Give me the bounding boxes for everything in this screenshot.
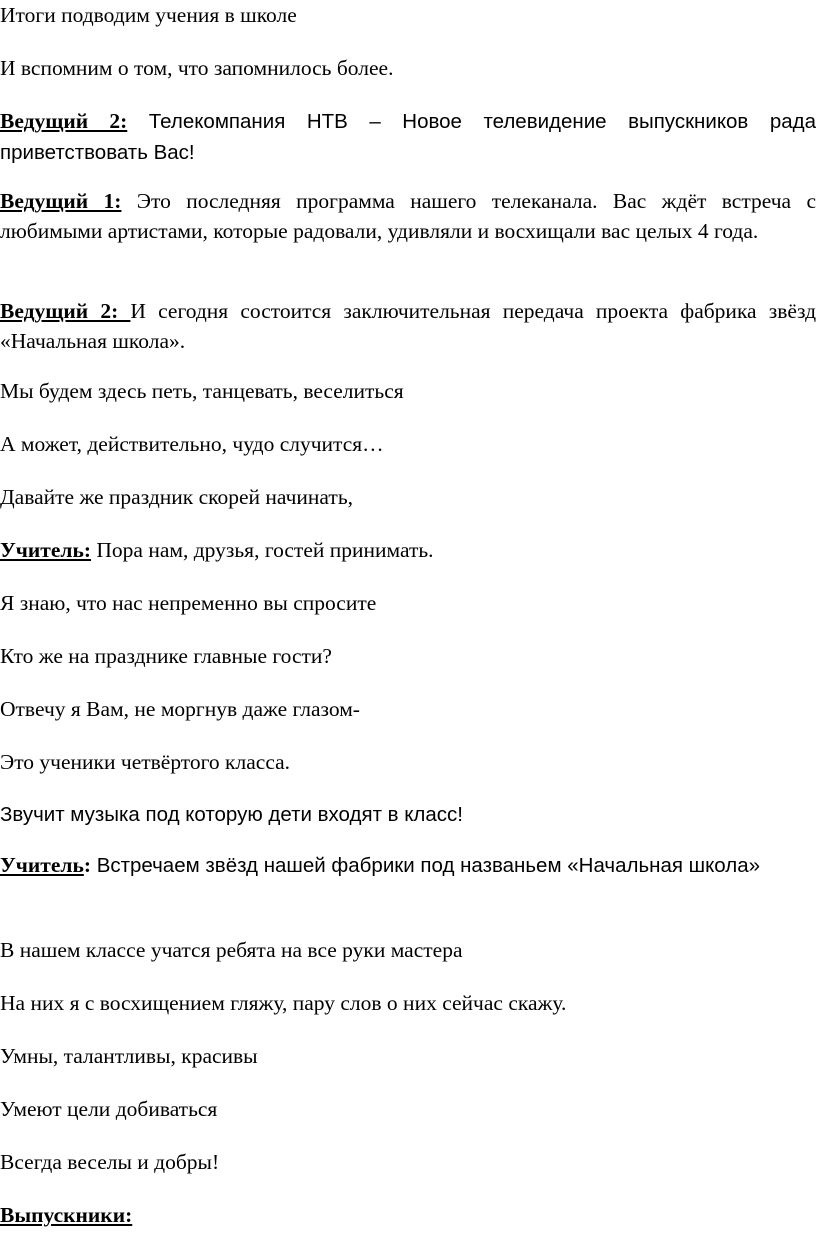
speaker-label: Ведущий 2:: [0, 299, 131, 323]
poem-line: В нашем классе учатся ребята на все руки мастера: [0, 938, 463, 962]
paragraph-teacher: [0, 535, 816, 565]
poem-line: Это ученики четвёртого класса.: [0, 750, 291, 774]
paragraph-text: Пора нам, друзья, гостей принимать.: [91, 538, 434, 562]
paragraph-teacher-welcome: [0, 850, 760, 881]
speaker-label: Ведущий 1:: [0, 189, 122, 213]
paragraph-host1: [0, 186, 816, 246]
poem-line: Умеют цели добиваться: [0, 1097, 218, 1121]
speaker-colon: :: [83, 853, 91, 877]
poem-line: На них я с восхищением гляжу, пару слов о них сейчас скажу.: [0, 991, 567, 1015]
paragraph-host2-intro: [0, 106, 816, 168]
poem-line: Умны, талантливы, красивы: [0, 1044, 258, 1068]
speaker-label: Учитель: [0, 853, 84, 877]
poem-line: Я знаю, что нас непременно вы спросите: [0, 591, 377, 615]
text-line: И вспомним о том, что запомнилось более.: [0, 56, 394, 80]
speaker-label: Учитель:: [0, 538, 91, 562]
text-line: Итоги подводим учения в школе: [0, 3, 297, 27]
stage-direction: Звучит музыка под которую дети входят в класс!: [0, 803, 463, 826]
poem-line: Всегда веселы и добры!: [0, 1150, 220, 1174]
speaker-label: Ведущий 2:: [0, 109, 128, 133]
section-heading-graduates: Выпускники:: [0, 1203, 133, 1227]
poem-line: А может, действительно, чудо случится…: [0, 432, 384, 456]
poem-line: Давайте же праздник скорей начинать,: [0, 485, 353, 509]
paragraph-text: Встречаем звёзд нашей фабрики под названьем «Начальная школа»: [91, 854, 761, 877]
poem-line: Мы будем здесь петь, танцевать, веселиться: [0, 379, 404, 403]
paragraph-host2-project: [0, 296, 816, 356]
paragraph-text: Телекомпания НТВ – Новое телевидение выпускников рада приветствовать Вас!: [0, 110, 816, 164]
poem-line: Отвечу я Вам, не моргнув даже глазом-: [0, 697, 360, 721]
poem-line: Кто же на празднике главные гости?: [0, 644, 332, 668]
paragraph-text: И сегодня состоится заключительная передача проекта фабрика звёзд «Начальная школа».: [0, 299, 816, 353]
paragraph-text: Это последняя программа нашего телеканала. Вас ждёт встреча с любимыми артистами, которые радовали, удивляли и восхищали вас целых 4 года.: [0, 189, 816, 243]
